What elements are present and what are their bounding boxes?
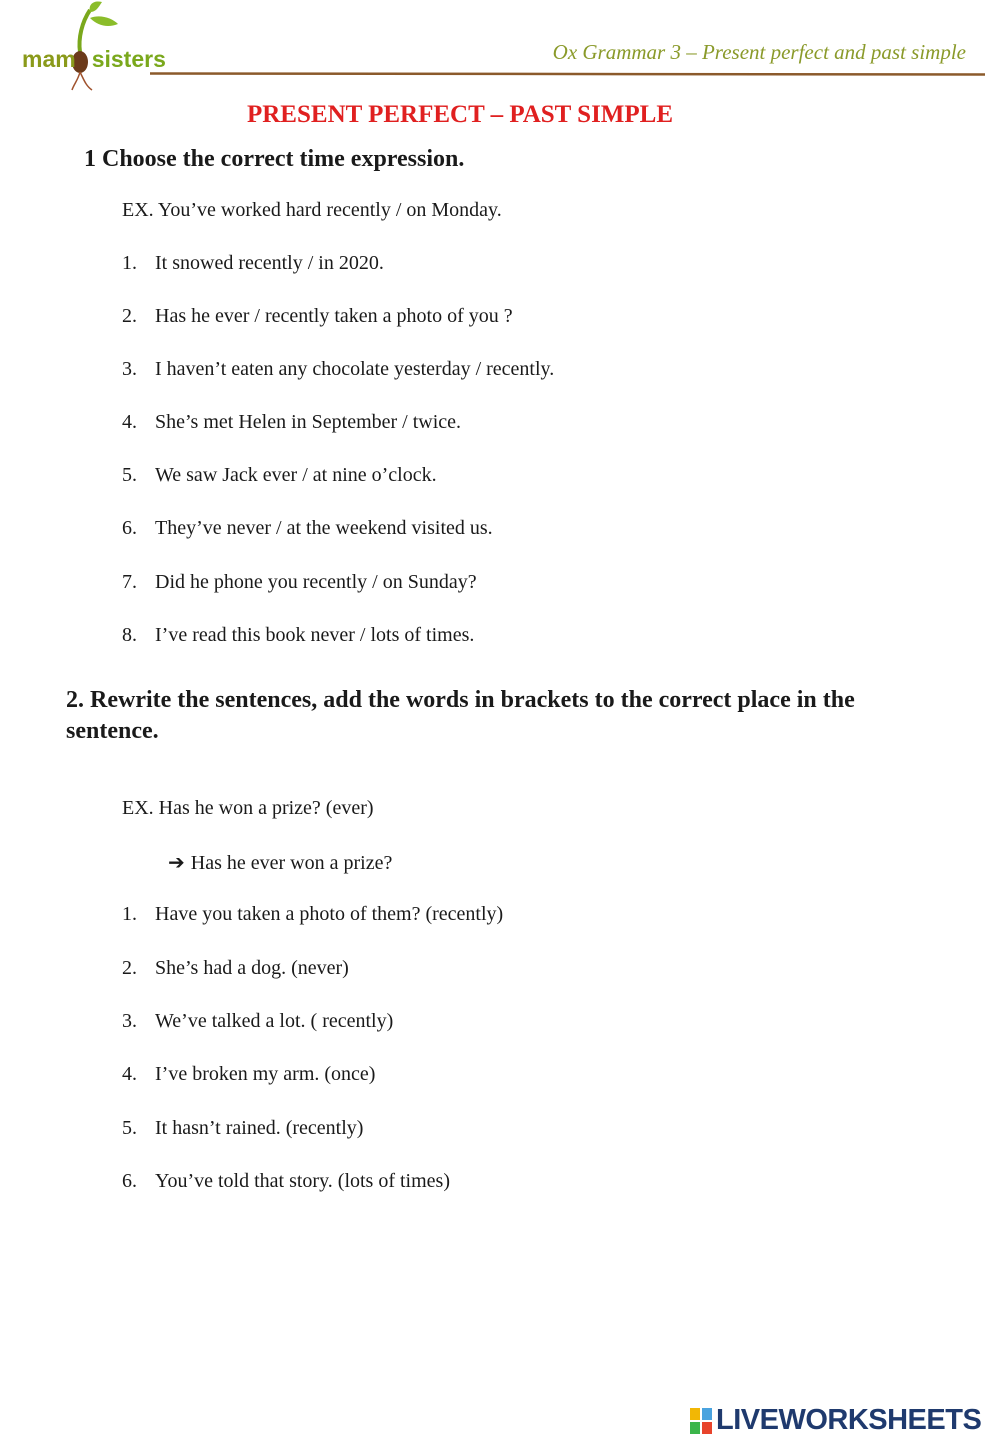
exercise-item: We’ve talked a lot. ( recently) xyxy=(155,1010,394,1032)
example-answer xyxy=(168,850,392,875)
item-number: 3. xyxy=(122,358,137,380)
logo-wordmark: mam sisters xyxy=(22,46,166,72)
right-arrow-icon: ➔ xyxy=(168,852,185,874)
item-number: 5. xyxy=(122,464,137,486)
liveworksheets-logo xyxy=(690,1404,990,1438)
exercise-item: We saw Jack ever / at nine o’clock. xyxy=(155,464,437,486)
item-number: 3. xyxy=(122,1010,137,1032)
item-number: 8. xyxy=(122,624,137,646)
exercise-item: She’s had a dog. (never) xyxy=(155,957,349,979)
section2-example: EX. Has he won a prize? (ever) xyxy=(122,797,374,819)
item-number: 1. xyxy=(122,252,137,274)
example-answer-text: Has he ever won a prize? xyxy=(190,852,393,874)
section1-example: EX. You’ve worked hard recently / on Monday. xyxy=(122,199,502,221)
exercise-item: It hasn’t rained. (recently) xyxy=(155,1117,364,1139)
exercise-item: Did he phone you recently / on Sunday? xyxy=(155,571,477,593)
header-title: Ox Grammar 3 – Present perfect and past simple xyxy=(552,40,966,64)
item-number: 2. xyxy=(122,305,137,327)
exercise-item: You’ve told that story. (lots of times) xyxy=(155,1170,450,1192)
item-number: 6. xyxy=(122,1170,137,1192)
exercise-item: I’ve broken my arm. (once) xyxy=(155,1063,376,1085)
exercise-item: It snowed recently / in 2020. xyxy=(155,252,384,274)
exercise-item: I haven’t eaten any chocolate yesterday / recently. xyxy=(155,358,555,380)
exercise-item: She’s met Helen in September / twice. xyxy=(155,411,462,433)
page-title: PRESENT PERFECT – PAST SIMPLE xyxy=(246,101,674,128)
section2-heading: 2. Rewrite the sentences, add the words in brackets to the correct place in the sentence. xyxy=(66,687,855,744)
item-number: 4. xyxy=(122,411,137,433)
item-number: 5. xyxy=(122,1117,137,1139)
liveworksheets-wordmark: LIVEWORKSHEETS xyxy=(716,1404,982,1436)
exercise-item: I’ve read this book never / lots of times. xyxy=(155,624,475,646)
item-number: 2. xyxy=(122,957,137,979)
exercise-item: Have you taken a photo of them? (recently) xyxy=(155,903,504,925)
item-number: 1. xyxy=(122,903,137,925)
item-number: 6. xyxy=(122,517,137,539)
header-divider xyxy=(150,72,985,76)
mamsisters-logo xyxy=(18,0,166,95)
item-number: 7. xyxy=(122,571,137,593)
liveworksheets-squares-icon xyxy=(690,1408,712,1434)
exercise-item: Has he ever / recently taken a photo of you ? xyxy=(155,305,513,327)
section1-heading: 1 Choose the correct time expression. xyxy=(84,146,465,172)
item-number: 4. xyxy=(122,1063,137,1085)
exercise-item: They’ve never / at the weekend visited us. xyxy=(155,517,493,539)
